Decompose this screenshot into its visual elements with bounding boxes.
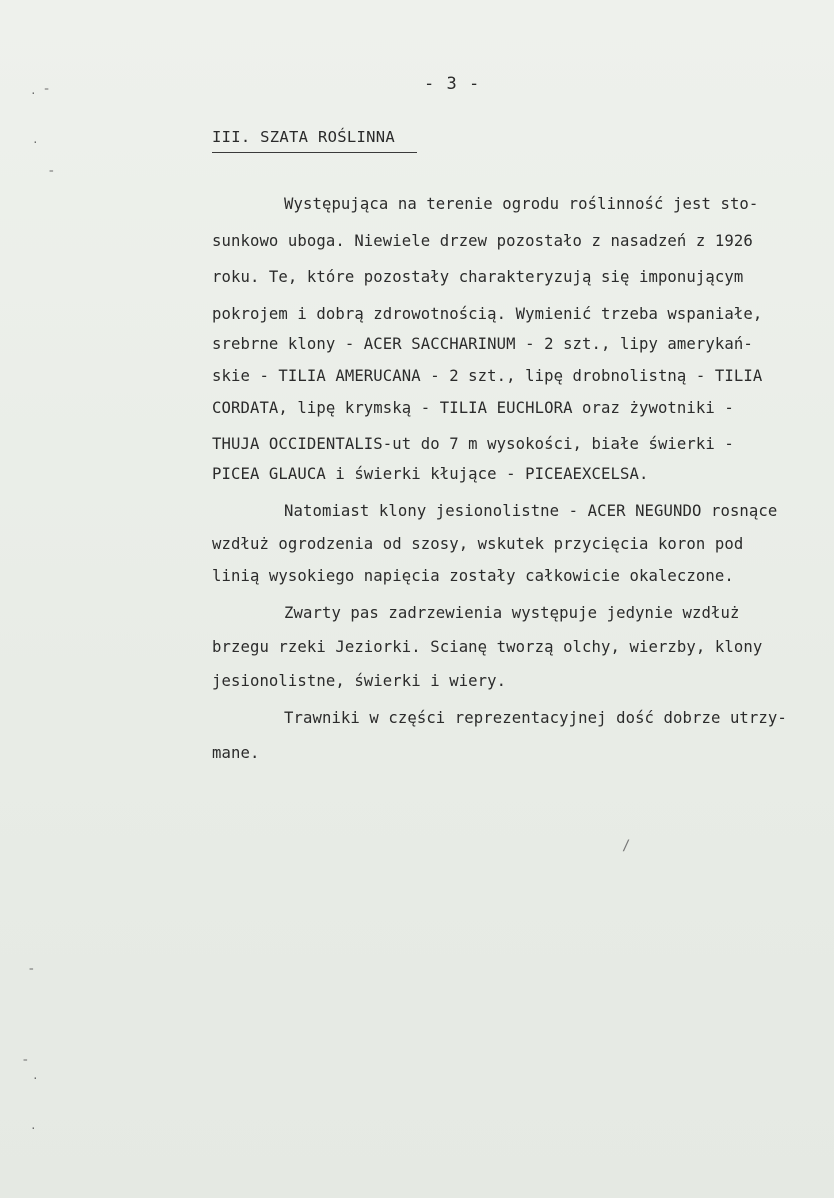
margin-mark: ⁼ bbox=[48, 166, 55, 179]
text-line: jesionolistne, świerki i wiery. bbox=[212, 672, 507, 690]
text-line: pokrojem i dobrą zdrowotnością. Wymienić trzeba wspaniałe, bbox=[212, 305, 763, 323]
text-line: sunkowo uboga. Niewiele drzew pozostało z nasadzeń z 1926 bbox=[212, 232, 753, 250]
text-line: skie - TILIA AMERUCANA - 2 szt., lipę drobnolistną - TILIA bbox=[212, 367, 763, 385]
text-line: brzegu rzeki Jeziorki. Scianę tworzą olchy, wierzby, klony bbox=[212, 638, 763, 656]
pencil-stroke-mark: / bbox=[622, 838, 631, 854]
text-line: mane. bbox=[212, 744, 260, 762]
text-line: Natomiast klony jesionolistne - ACER NEGUNDO rosnące bbox=[284, 502, 778, 520]
section-heading: III. SZATA ROŚLINNA bbox=[212, 128, 417, 153]
page-number: - 3 - bbox=[424, 74, 481, 94]
text-line: PICEA GLAUCA i świerki kłujące - PICEAEXCELSA. bbox=[212, 465, 649, 483]
margin-mark: · bbox=[32, 1072, 39, 1085]
text-line: Zwarty pas zadrzewienia występuje jedynie wzdłuż bbox=[284, 604, 740, 622]
text-line: Występująca na terenie ogrodu roślinność jest sto- bbox=[284, 195, 759, 213]
text-line: CORDATA, lipę krymską - TILIA EUCHLORA oraz żywotniki - bbox=[212, 399, 734, 417]
text-line: THUJA OCCIDENTALIS-ut do 7 m wysokości, białe świerki - bbox=[212, 435, 734, 453]
text-line: Trawniki w części reprezentacyjnej dość dobrze utrzy- bbox=[284, 709, 787, 727]
margin-mark: . ⁼ bbox=[30, 84, 50, 97]
margin-mark: ⁼ bbox=[28, 964, 35, 977]
text-line: roku. Te, które pozostały charakteryzują się imponującym bbox=[212, 268, 744, 286]
text-line: wzdłuż ogrodzenia od szosy, wskutek przycięcia koron pod bbox=[212, 535, 744, 553]
text-line: srebrne klony - ACER SACCHARINUM - 2 szt., lipy amerykań- bbox=[212, 335, 753, 353]
margin-mark: ⁼ bbox=[22, 1055, 29, 1068]
margin-mark: · bbox=[32, 136, 39, 149]
margin-mark: · bbox=[30, 1122, 37, 1135]
text-line: linią wysokiego napięcia zostały całkowicie okaleczone. bbox=[212, 567, 734, 585]
